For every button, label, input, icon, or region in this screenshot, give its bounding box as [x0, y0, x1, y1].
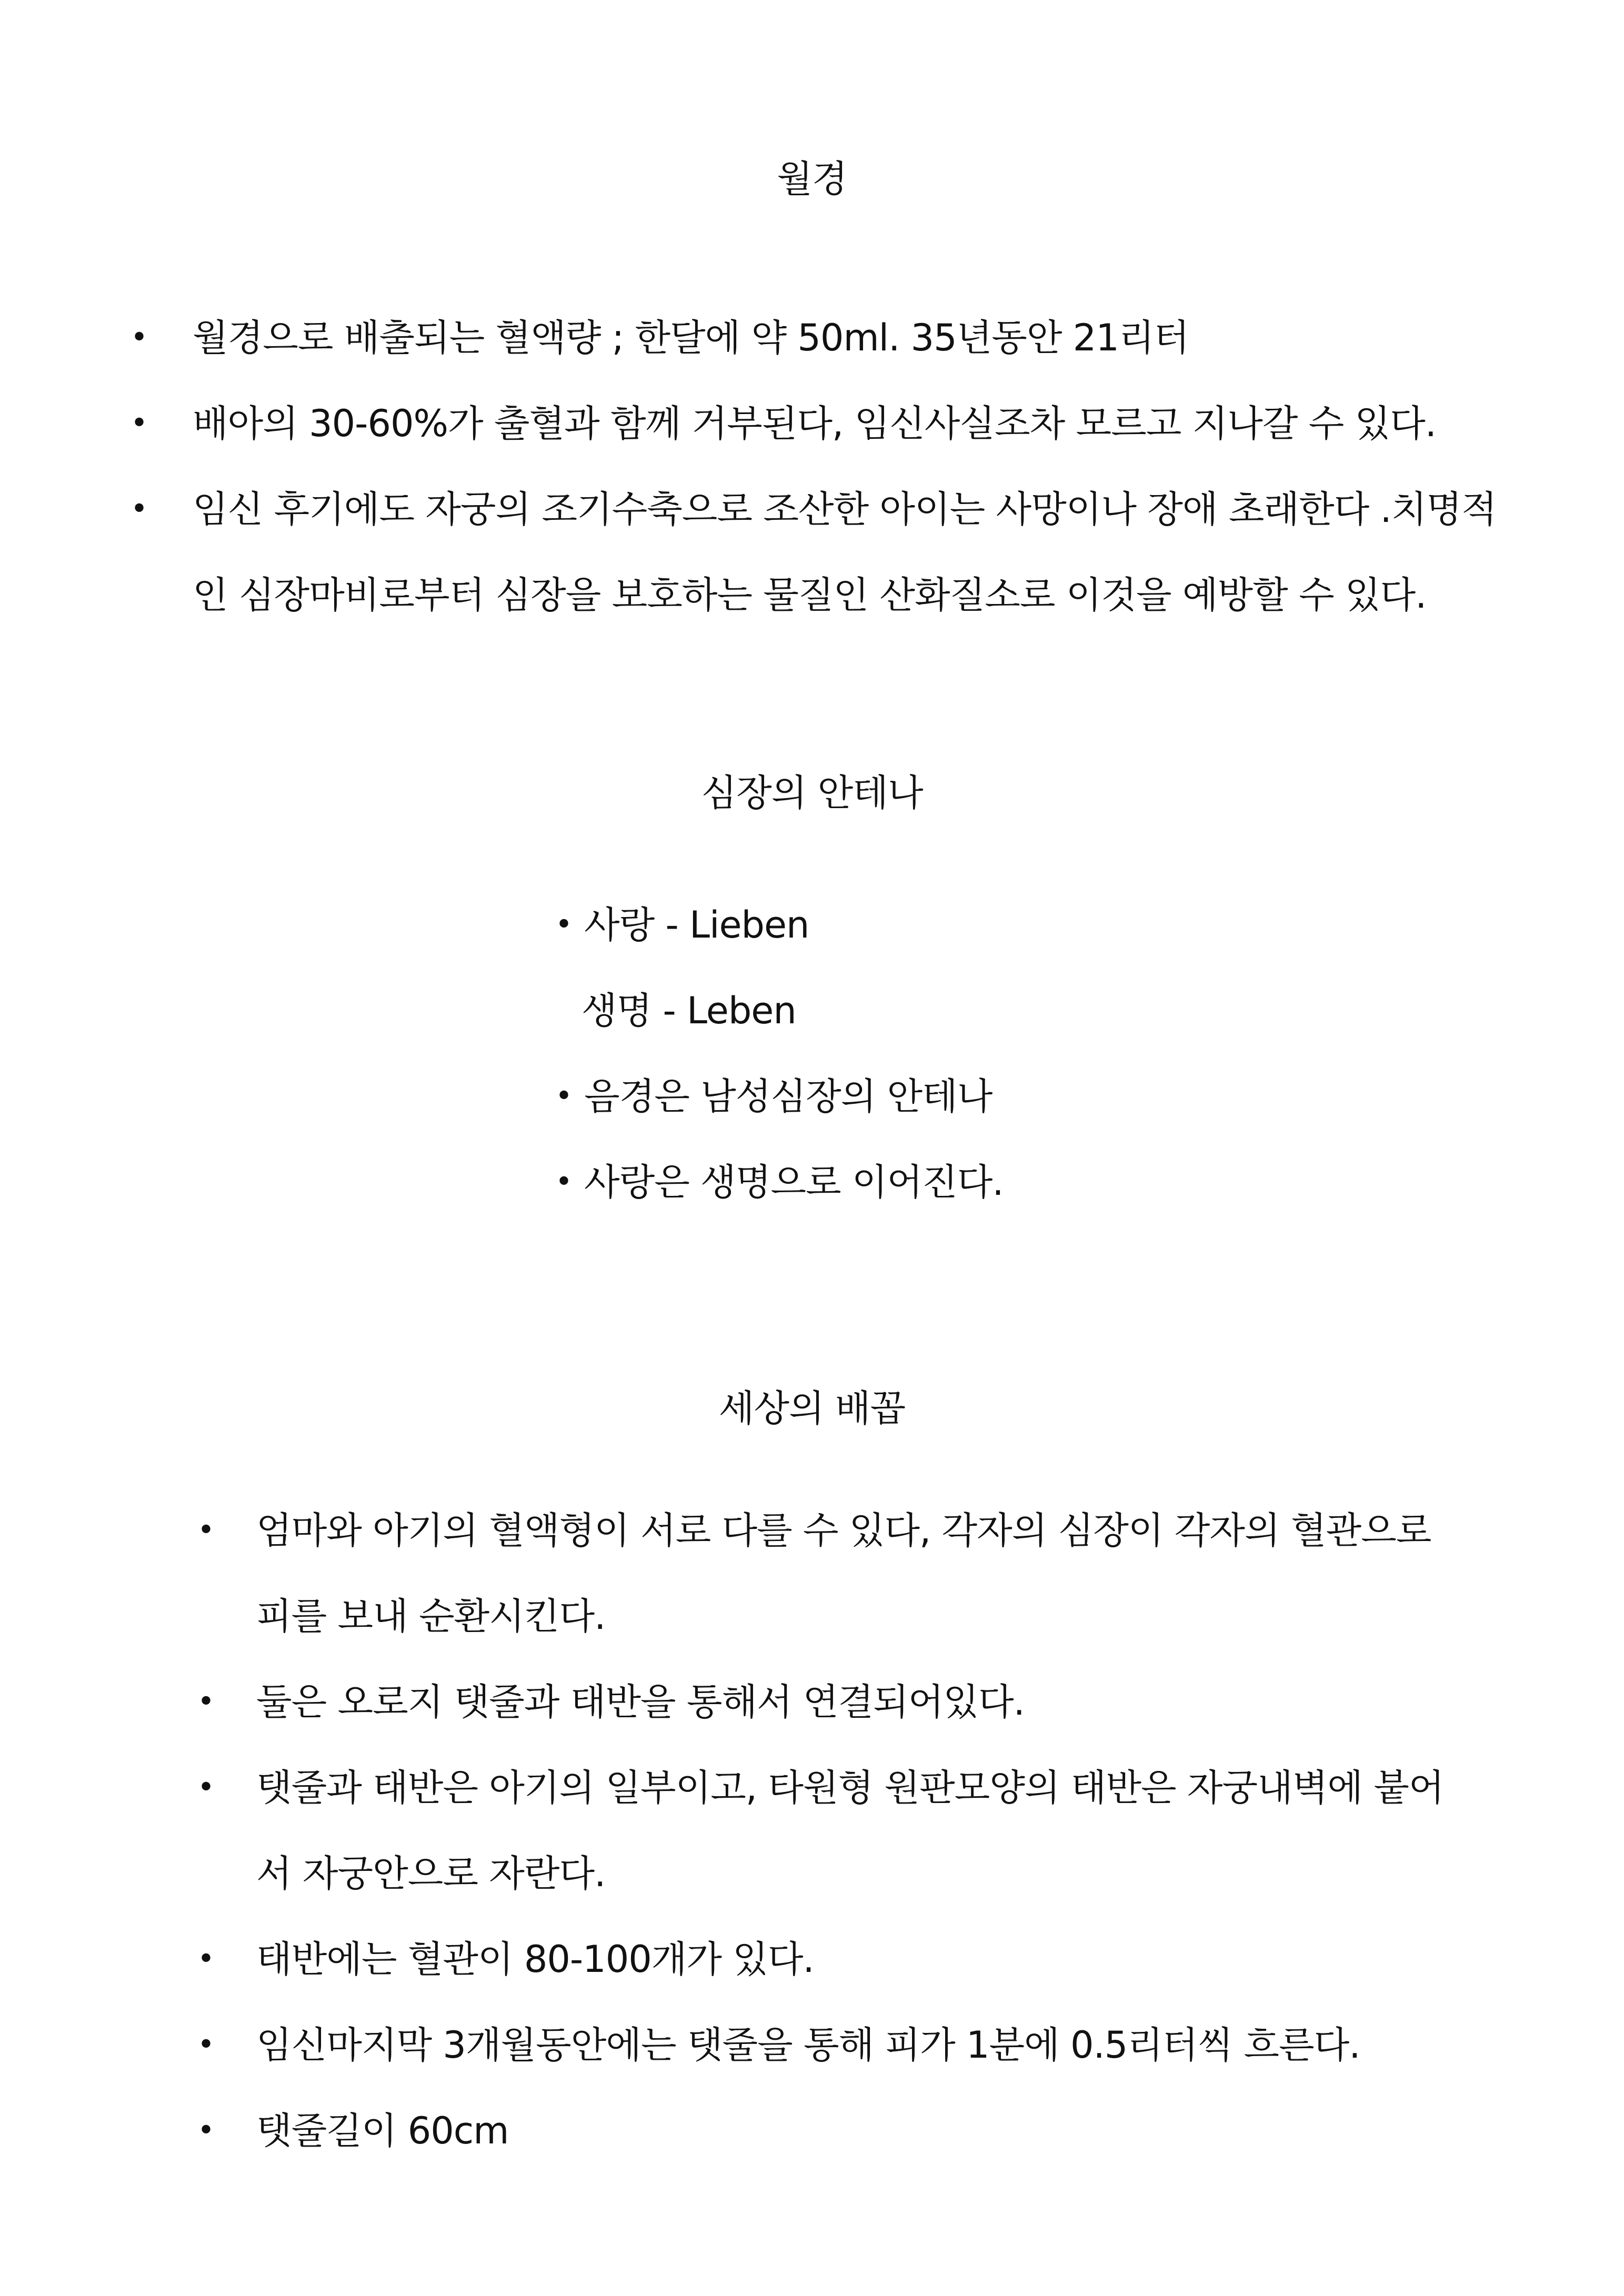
list-item: 사랑 - Lieben: [584, 903, 809, 946]
bullet-icon: •: [197, 1513, 215, 1547]
bullet-icon: •: [197, 1942, 215, 1976]
list-item: 탯줄과 태반은 아기의 일부이고, 타원형 원판모양의 태반은 자궁내벽에 붙어: [256, 1766, 1444, 1809]
bullet-icon: •: [555, 908, 573, 942]
bullet-icon: •: [197, 2113, 215, 2148]
list-item: 임신마지막 3개월동안에는 탯줄을 통해 피가 1분에 0.5리터씩 흐른다.: [256, 2023, 1360, 2067]
list-item: 둘은 오로지 탯줄과 태반을 통해서 연결되어있다.: [256, 1680, 1025, 1724]
bullet-icon: •: [555, 1079, 573, 1113]
list-item-continuation: 피를 보내 순환시킨다.: [256, 1595, 606, 1638]
list-item: 월경으로 배출되는 혈액량 ; 한달에 약 50ml. 35년동안 21리터: [193, 316, 1189, 359]
bullet-icon: •: [197, 1685, 215, 1719]
list-item-continuation: 서 자궁안으로 자란다.: [256, 1852, 606, 1895]
list-item: 엄마와 아기의 혈액형이 서로 다를 수 있다, 각자의 심장이 각자의 혈관으로: [256, 1509, 1431, 1552]
bullet-icon: •: [197, 2028, 215, 2062]
list-item: 배아의 30-60%가 출혈과 함께 거부된다, 임신사실조차 모르고 지나갈 수 있다.: [193, 402, 1437, 445]
list-item: 사랑은 생명으로 이어진다.: [584, 1161, 1004, 1204]
bullet-icon: •: [131, 320, 148, 355]
list-item: 임신 후기에도 자궁의 조기수축으로 조산한 아이는 사망이나 장애 초래한다 .치명적: [193, 488, 1497, 531]
bullet-icon: •: [197, 1770, 215, 1805]
bullet-icon: •: [131, 406, 148, 440]
bullet-icon: •: [555, 1165, 573, 1199]
list-item: 태반에는 혈관이 80-100개가 있다.: [256, 1938, 814, 1981]
list-item-continuation: 인 심장마비로부터 심장을 보호하는 물질인 산화질소로 이것을 예방할 수 있다.: [193, 573, 1427, 617]
list-item: 음경은 남성심장의 안테나: [584, 1075, 993, 1118]
list-item-continuation: 생명 - Leben: [582, 989, 796, 1032]
section-title-heart-antenna: 심장의 안테나: [701, 771, 923, 814]
bullet-icon: •: [131, 492, 148, 526]
section-title-navel-of-world: 세상의 배꼽: [718, 1387, 906, 1430]
section-title-menstruation: 월경: [777, 157, 847, 200]
list-item: 탯줄길이 60cm: [256, 2109, 509, 2152]
